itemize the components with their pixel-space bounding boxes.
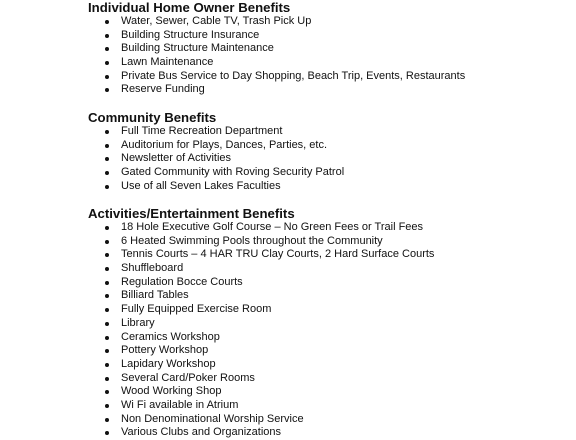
- list-item: Billiard Tables: [88, 289, 568, 303]
- list-item: Wi Fi available in Atrium: [88, 399, 568, 413]
- list-item: Lapidary Workshop: [88, 358, 568, 372]
- bullet-list: [88, 221, 568, 440]
- list-item: Various Clubs and Organizations: [88, 426, 568, 440]
- section-individual-benefits: [88, 0, 568, 97]
- bullet-list: [88, 15, 568, 97]
- list-item: Use of all Seven Lakes Faculties: [88, 180, 568, 194]
- bullet-list: [88, 125, 568, 193]
- list-item: Private Bus Service to Day Shopping, Beach Trip, Events, Restaurants: [88, 70, 568, 84]
- list-item: Building Structure Insurance: [88, 29, 568, 43]
- section-heading: Individual Home Owner Benefits: [88, 0, 291, 15]
- list-item: Reserve Funding: [88, 83, 568, 97]
- section-heading: Community Benefits: [88, 110, 217, 125]
- list-item: Gated Community with Roving Security Patrol: [88, 166, 568, 180]
- list-item: Pottery Workshop: [88, 344, 568, 358]
- list-item: 18 Hole Executive Golf Course – No Green Fees or Trail Fees: [88, 221, 568, 235]
- list-item: Wood Working Shop: [88, 385, 568, 399]
- list-item: Tennis Courts – 4 HAR TRU Clay Courts, 2 Hard Surface Courts: [88, 248, 568, 262]
- list-item: Water, Sewer, Cable TV, Trash Pick Up: [88, 15, 568, 29]
- list-item: Building Structure Maintenance: [88, 42, 568, 56]
- section-community-benefits: [88, 110, 568, 193]
- list-item: Non Denominational Worship Service: [88, 413, 568, 427]
- list-item: Auditorium for Plays, Dances, Parties, etc.: [88, 139, 568, 153]
- list-item: Library: [88, 317, 568, 331]
- list-item: Fully Equipped Exercise Room: [88, 303, 568, 317]
- list-item: 6 Heated Swimming Pools throughout the Community: [88, 235, 568, 249]
- list-item: Newsletter of Activities: [88, 152, 568, 166]
- list-item: Ceramics Workshop: [88, 331, 568, 345]
- list-item: Lawn Maintenance: [88, 56, 568, 70]
- list-item: Regulation Bocce Courts: [88, 276, 568, 290]
- section-heading: Activities/Entertainment Benefits: [88, 206, 295, 221]
- list-item: Full Time Recreation Department: [88, 125, 568, 139]
- section-activities-benefits: [88, 206, 568, 440]
- list-item: Shuffleboard: [88, 262, 568, 276]
- list-item: Several Card/Poker Rooms: [88, 372, 568, 386]
